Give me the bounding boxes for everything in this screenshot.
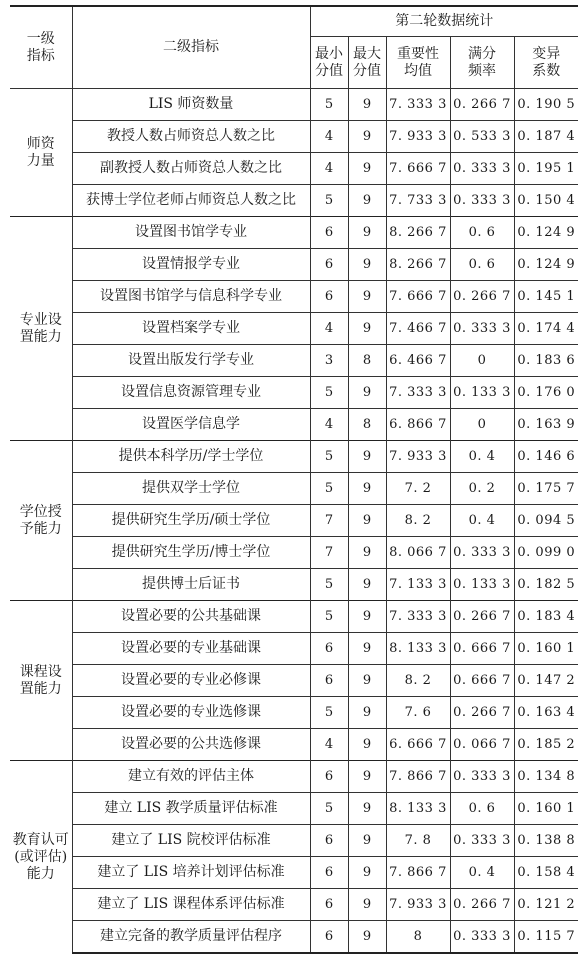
table-row bbox=[10, 345, 578, 377]
coefficient-variation-cell: 0. 174 4 bbox=[514, 313, 578, 345]
level2-indicator-cell: 设置出版发行学专业 bbox=[72, 345, 310, 377]
max-score-cell: 9 bbox=[348, 569, 386, 601]
importance-mean-cell: 7. 133 3 bbox=[386, 569, 450, 601]
coefficient-variation-cell: 0. 187 4 bbox=[514, 121, 578, 153]
importance-mean-cell: 8 bbox=[386, 921, 450, 954]
level2-indicator-cell: 设置必要的专业必修课 bbox=[72, 665, 310, 697]
table-row bbox=[10, 601, 578, 633]
full-score-rate-cell: 0. 6 bbox=[450, 217, 514, 249]
coefficient-variation-cell: 0. 145 1 bbox=[514, 281, 578, 313]
header-min-score: 最小 分值 bbox=[310, 37, 348, 89]
level2-indicator-cell: 建立 LIS 教学质量评估标准 bbox=[72, 793, 310, 825]
coefficient-variation-cell: 0. 121 2 bbox=[514, 889, 578, 921]
coefficient-variation-cell: 0. 158 4 bbox=[514, 857, 578, 889]
min-score-cell: 5 bbox=[310, 601, 348, 633]
max-score-cell: 9 bbox=[348, 921, 386, 954]
max-score-cell: 9 bbox=[348, 313, 386, 345]
table-row bbox=[10, 441, 578, 473]
max-score-cell: 9 bbox=[348, 473, 386, 505]
full-score-rate-cell: 0. 4 bbox=[450, 857, 514, 889]
coefficient-variation-cell: 0. 150 4 bbox=[514, 185, 578, 217]
table-row bbox=[10, 377, 578, 409]
min-score-cell: 6 bbox=[310, 889, 348, 921]
importance-mean-cell: 8. 2 bbox=[386, 665, 450, 697]
full-score-rate-cell: 0. 333 3 bbox=[450, 537, 514, 569]
table-row bbox=[10, 761, 578, 793]
full-score-rate-cell: 0. 4 bbox=[450, 441, 514, 473]
min-score-cell: 4 bbox=[310, 313, 348, 345]
importance-mean-cell: 7. 733 3 bbox=[386, 185, 450, 217]
coefficient-variation-cell: 0. 099 0 bbox=[514, 537, 578, 569]
min-score-cell: 5 bbox=[310, 441, 348, 473]
coefficient-variation-cell: 0. 124 9 bbox=[514, 217, 578, 249]
min-score-cell: 6 bbox=[310, 857, 348, 889]
level2-indicator-cell: LIS 师资数量 bbox=[72, 89, 310, 121]
header-level1-indicator: 一级 指标 bbox=[10, 6, 72, 89]
coefficient-variation-cell: 0. 183 4 bbox=[514, 601, 578, 633]
min-score-cell: 6 bbox=[310, 217, 348, 249]
full-score-rate-cell: 0. 6 bbox=[450, 793, 514, 825]
full-score-rate-cell: 0 bbox=[450, 345, 514, 377]
level2-indicator-cell: 建立了 LIS 院校评估标准 bbox=[72, 825, 310, 857]
table-row bbox=[10, 281, 578, 313]
importance-mean-cell: 7. 333 3 bbox=[386, 377, 450, 409]
coefficient-variation-cell: 0. 147 2 bbox=[514, 665, 578, 697]
max-score-cell: 9 bbox=[348, 441, 386, 473]
importance-mean-cell: 7. 866 7 bbox=[386, 857, 450, 889]
importance-mean-cell: 7. 333 3 bbox=[386, 601, 450, 633]
min-score-cell: 7 bbox=[310, 505, 348, 537]
max-score-cell: 9 bbox=[348, 281, 386, 313]
header-level2-indicator: 二级指标 bbox=[72, 6, 310, 89]
min-score-cell: 5 bbox=[310, 569, 348, 601]
max-score-cell: 9 bbox=[348, 121, 386, 153]
importance-mean-cell: 7. 6 bbox=[386, 697, 450, 729]
coefficient-variation-cell: 0. 175 7 bbox=[514, 473, 578, 505]
full-score-rate-cell: 0. 333 3 bbox=[450, 761, 514, 793]
min-score-cell: 6 bbox=[310, 281, 348, 313]
full-score-rate-cell: 0. 333 3 bbox=[450, 153, 514, 185]
importance-mean-cell: 7. 866 7 bbox=[386, 761, 450, 793]
level2-indicator-cell: 提供研究生学历/博士学位 bbox=[72, 537, 310, 569]
max-score-cell: 9 bbox=[348, 249, 386, 281]
max-score-cell: 9 bbox=[348, 153, 386, 185]
level2-indicator-cell: 设置必要的公共基础课 bbox=[72, 601, 310, 633]
max-score-cell: 9 bbox=[348, 537, 386, 569]
importance-mean-cell: 8. 266 7 bbox=[386, 249, 450, 281]
full-score-rate-cell: 0. 333 3 bbox=[450, 185, 514, 217]
min-score-cell: 6 bbox=[310, 249, 348, 281]
importance-mean-cell: 7. 666 7 bbox=[386, 281, 450, 313]
importance-mean-cell: 8. 133 3 bbox=[386, 793, 450, 825]
table-row bbox=[10, 825, 578, 857]
max-score-cell: 9 bbox=[348, 377, 386, 409]
full-score-rate-cell: 0. 4 bbox=[450, 505, 514, 537]
coefficient-variation-cell: 0. 183 6 bbox=[514, 345, 578, 377]
max-score-cell: 9 bbox=[348, 217, 386, 249]
table-row bbox=[10, 729, 578, 761]
full-score-rate-cell: 0. 266 7 bbox=[450, 601, 514, 633]
min-score-cell: 5 bbox=[310, 697, 348, 729]
full-score-rate-cell: 0. 666 7 bbox=[450, 665, 514, 697]
table-row bbox=[10, 665, 578, 697]
coefficient-variation-cell: 0. 182 5 bbox=[514, 569, 578, 601]
table-row bbox=[10, 153, 578, 185]
max-score-cell: 9 bbox=[348, 601, 386, 633]
coefficient-variation-cell: 0. 115 7 bbox=[514, 921, 578, 954]
max-score-cell: 9 bbox=[348, 665, 386, 697]
max-score-cell: 9 bbox=[348, 89, 386, 121]
level2-indicator-cell: 提供本科学历/学士学位 bbox=[72, 441, 310, 473]
header-round2-stats: 第二轮数据统计 bbox=[310, 6, 578, 37]
coefficient-variation-cell: 0. 134 8 bbox=[514, 761, 578, 793]
full-score-rate-cell: 0. 533 3 bbox=[450, 121, 514, 153]
full-score-rate-cell: 0. 6 bbox=[450, 249, 514, 281]
min-score-cell: 5 bbox=[310, 185, 348, 217]
coefficient-variation-cell: 0. 195 1 bbox=[514, 153, 578, 185]
max-score-cell: 8 bbox=[348, 345, 386, 377]
table-row bbox=[10, 889, 578, 921]
full-score-rate-cell: 0. 266 7 bbox=[450, 697, 514, 729]
table-header bbox=[10, 6, 578, 89]
level2-indicator-cell: 设置档案学专业 bbox=[72, 313, 310, 345]
level2-indicator-cell: 设置图书馆学与信息科学专业 bbox=[72, 281, 310, 313]
level2-indicator-cell: 提供双学士学位 bbox=[72, 473, 310, 505]
level1-indicator-cell: 教育认可 (或评估) 能力 bbox=[10, 761, 72, 954]
level1-indicator-cell: 专业设 置能力 bbox=[10, 217, 72, 441]
table-row bbox=[10, 121, 578, 153]
level2-indicator-cell: 建立了 LIS 课程体系评估标准 bbox=[72, 889, 310, 921]
min-score-cell: 6 bbox=[310, 825, 348, 857]
max-score-cell: 9 bbox=[348, 185, 386, 217]
importance-mean-cell: 6. 866 7 bbox=[386, 409, 450, 441]
max-score-cell: 9 bbox=[348, 697, 386, 729]
level2-indicator-cell: 设置情报学专业 bbox=[72, 249, 310, 281]
full-score-rate-cell: 0. 266 7 bbox=[450, 889, 514, 921]
min-score-cell: 6 bbox=[310, 665, 348, 697]
table-row bbox=[10, 633, 578, 665]
level1-indicator-cell: 学位授 予能力 bbox=[10, 441, 72, 601]
max-score-cell: 9 bbox=[348, 889, 386, 921]
coefficient-variation-cell: 0. 146 6 bbox=[514, 441, 578, 473]
full-score-rate-cell: 0. 333 3 bbox=[450, 313, 514, 345]
full-score-rate-cell: 0. 133 3 bbox=[450, 377, 514, 409]
table-row bbox=[10, 249, 578, 281]
max-score-cell: 9 bbox=[348, 505, 386, 537]
min-score-cell: 3 bbox=[310, 345, 348, 377]
full-score-rate-cell: 0. 333 3 bbox=[450, 921, 514, 954]
max-score-cell: 9 bbox=[348, 761, 386, 793]
min-score-cell: 7 bbox=[310, 537, 348, 569]
level2-indicator-cell: 设置医学信息学 bbox=[72, 409, 310, 441]
full-score-rate-cell: 0. 266 7 bbox=[450, 281, 514, 313]
importance-mean-cell: 7. 933 3 bbox=[386, 889, 450, 921]
full-score-rate-cell: 0. 333 3 bbox=[450, 825, 514, 857]
min-score-cell: 5 bbox=[310, 793, 348, 825]
min-score-cell: 6 bbox=[310, 761, 348, 793]
max-score-cell: 9 bbox=[348, 825, 386, 857]
level2-indicator-cell: 建立有效的评估主体 bbox=[72, 761, 310, 793]
level2-indicator-cell: 设置信息资源管理专业 bbox=[72, 377, 310, 409]
coefficient-variation-cell: 0. 138 8 bbox=[514, 825, 578, 857]
table-row bbox=[10, 537, 578, 569]
full-score-rate-cell: 0. 133 3 bbox=[450, 569, 514, 601]
table-row bbox=[10, 505, 578, 537]
min-score-cell: 5 bbox=[310, 473, 348, 505]
coefficient-variation-cell: 0. 190 5 bbox=[514, 89, 578, 121]
min-score-cell: 5 bbox=[310, 377, 348, 409]
coefficient-variation-cell: 0. 163 4 bbox=[514, 697, 578, 729]
coefficient-variation-cell: 0. 160 1 bbox=[514, 793, 578, 825]
min-score-cell: 6 bbox=[310, 921, 348, 954]
full-score-rate-cell: 0. 666 7 bbox=[450, 633, 514, 665]
table-row bbox=[10, 185, 578, 217]
coefficient-variation-cell: 0. 176 0 bbox=[514, 377, 578, 409]
table-body bbox=[10, 89, 578, 954]
level2-indicator-cell: 提供博士后证书 bbox=[72, 569, 310, 601]
table-row bbox=[10, 921, 578, 954]
max-score-cell: 9 bbox=[348, 729, 386, 761]
importance-mean-cell: 6. 666 7 bbox=[386, 729, 450, 761]
min-score-cell: 4 bbox=[310, 729, 348, 761]
table-row bbox=[10, 409, 578, 441]
min-score-cell: 4 bbox=[310, 153, 348, 185]
importance-mean-cell: 7. 8 bbox=[386, 825, 450, 857]
table-row bbox=[10, 793, 578, 825]
max-score-cell: 9 bbox=[348, 633, 386, 665]
level2-indicator-cell: 设置必要的专业选修课 bbox=[72, 697, 310, 729]
full-score-rate-cell: 0. 266 7 bbox=[450, 89, 514, 121]
importance-mean-cell: 8. 066 7 bbox=[386, 537, 450, 569]
level2-indicator-cell: 教授人数占师资总人数之比 bbox=[72, 121, 310, 153]
level2-indicator-cell: 设置必要的专业基础课 bbox=[72, 633, 310, 665]
full-score-rate-cell: 0. 066 7 bbox=[450, 729, 514, 761]
importance-mean-cell: 7. 933 3 bbox=[386, 121, 450, 153]
table-row bbox=[10, 217, 578, 249]
coefficient-variation-cell: 0. 163 9 bbox=[514, 409, 578, 441]
importance-mean-cell: 8. 266 7 bbox=[386, 217, 450, 249]
table-row bbox=[10, 697, 578, 729]
max-score-cell: 9 bbox=[348, 793, 386, 825]
importance-mean-cell: 7. 933 3 bbox=[386, 441, 450, 473]
full-score-rate-cell: 0 bbox=[450, 409, 514, 441]
importance-mean-cell: 6. 466 7 bbox=[386, 345, 450, 377]
level2-indicator-cell: 设置必要的公共选修课 bbox=[72, 729, 310, 761]
table-row bbox=[10, 313, 578, 345]
coefficient-variation-cell: 0. 124 9 bbox=[514, 249, 578, 281]
level2-indicator-cell: 副教授人数占师资总人数之比 bbox=[72, 153, 310, 185]
min-score-cell: 5 bbox=[310, 89, 348, 121]
min-score-cell: 4 bbox=[310, 121, 348, 153]
table-row bbox=[10, 473, 578, 505]
max-score-cell: 8 bbox=[348, 409, 386, 441]
level2-indicator-cell: 建立完备的教学质量评估程序 bbox=[72, 921, 310, 954]
coefficient-variation-cell: 0. 185 2 bbox=[514, 729, 578, 761]
level2-indicator-cell: 设置图书馆学专业 bbox=[72, 217, 310, 249]
max-score-cell: 9 bbox=[348, 857, 386, 889]
level1-indicator-cell: 课程设 置能力 bbox=[10, 601, 72, 761]
table-row bbox=[10, 569, 578, 601]
header-coefficient-variation: 变异 系数 bbox=[514, 37, 578, 89]
coefficient-variation-cell: 0. 160 1 bbox=[514, 633, 578, 665]
statistics-table bbox=[10, 5, 578, 954]
header-max-score: 最大 分值 bbox=[348, 37, 386, 89]
importance-mean-cell: 7. 666 7 bbox=[386, 153, 450, 185]
level1-indicator-cell: 师资 力量 bbox=[10, 89, 72, 217]
coefficient-variation-cell: 0. 094 5 bbox=[514, 505, 578, 537]
level2-indicator-cell: 获博士学位老师占师资总人数之比 bbox=[72, 185, 310, 217]
table-row bbox=[10, 857, 578, 889]
importance-mean-cell: 7. 333 3 bbox=[386, 89, 450, 121]
full-score-rate-cell: 0. 2 bbox=[450, 473, 514, 505]
importance-mean-cell: 7. 2 bbox=[386, 473, 450, 505]
table-row bbox=[10, 89, 578, 121]
importance-mean-cell: 8. 2 bbox=[386, 505, 450, 537]
header-full-score-rate: 满分 频率 bbox=[450, 37, 514, 89]
min-score-cell: 6 bbox=[310, 633, 348, 665]
level2-indicator-cell: 建立了 LIS 培养计划评估标准 bbox=[72, 857, 310, 889]
importance-mean-cell: 8. 133 3 bbox=[386, 633, 450, 665]
header-importance-mean: 重要性 均值 bbox=[386, 37, 450, 89]
min-score-cell: 4 bbox=[310, 409, 348, 441]
level2-indicator-cell: 提供研究生学历/硕士学位 bbox=[72, 505, 310, 537]
importance-mean-cell: 7. 466 7 bbox=[386, 313, 450, 345]
